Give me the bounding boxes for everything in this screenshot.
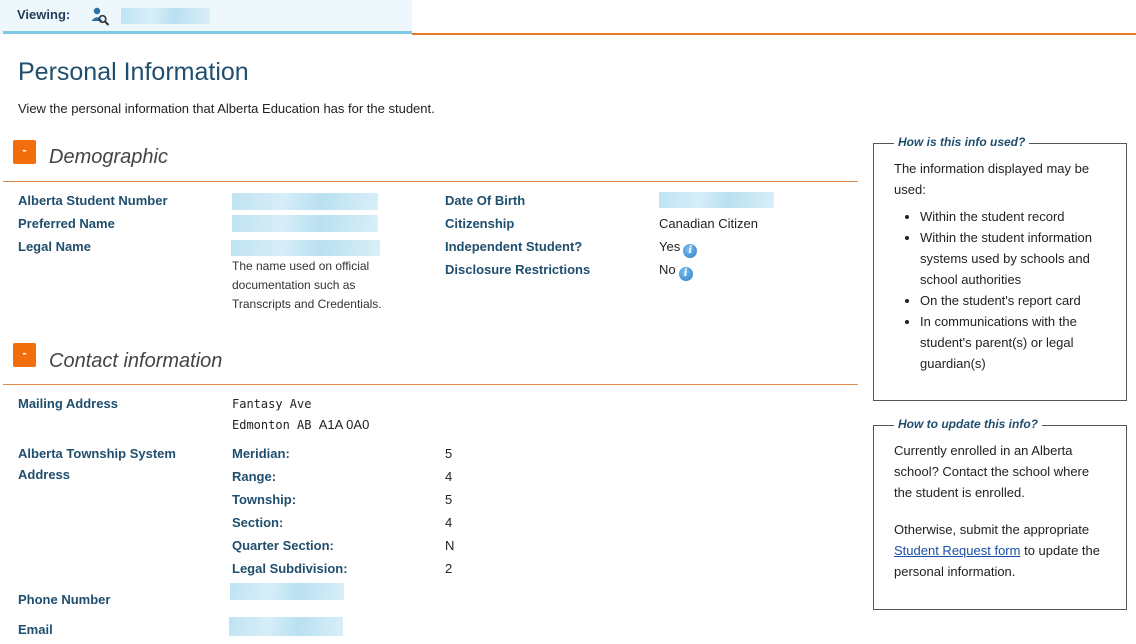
phone-number-value-redacted [230,583,344,600]
independent-student-value: Yes [659,239,681,254]
preferred-name-label: Preferred Name [18,216,115,231]
ats-address-label-line1: Alberta Township System [18,446,176,461]
contact-divider [3,384,858,385]
ats-section-label: Section: [232,515,284,530]
info-usage-intro: The information displayed may be used: [894,161,1090,197]
email-value-redacted [229,617,343,636]
info-update-text-post: to update the personal information. [894,543,1100,579]
info-update-paragraph-1: Currently enrolled in an Alberta school? Contact the school where the student is enrolled. [894,443,1090,500]
ats-meridian-value: 5 [445,446,453,461]
disclosure-restrictions-label: Disclosure Restrictions [445,262,591,277]
student-request-form-link[interactable]: Student Request form [894,543,1021,558]
info-update-paragraph-2 [894,519,1108,582]
ats-range-label: Range: [232,469,277,484]
user-search-icon[interactable] [90,6,110,26]
contact-collapse-button[interactable]: - [13,343,36,367]
independent-student-row [659,239,697,258]
ats-section-value: 4 [445,515,453,530]
page-description: View the personal information that Alberta Education has for the student. [18,101,435,116]
list-item: • Within the student information systems used by schools and school authorities [920,227,1108,290]
info-icon[interactable]: i [679,267,693,281]
ats-range-value: 4 [445,469,453,484]
header-divider [412,33,1136,35]
asn-value-redacted [232,193,378,210]
list-item: • In communications with the student's parent(s) or legal guardian(s) [920,311,1108,374]
info-icon[interactable]: i [683,244,697,258]
mailing-address-line-2 [232,417,369,432]
citizenship-label: Citizenship [445,216,515,231]
legal-name-value-redacted [231,240,380,256]
demographic-collapse-button[interactable]: - [13,140,36,164]
list-item: • On the student's report card [920,290,1108,311]
ats-quarter-section-label: Quarter Section: [232,538,334,553]
viewing-bar-underline [3,31,412,34]
demographic-divider [3,181,858,182]
legal-name-label: Legal Name [18,239,91,254]
disclosure-restrictions-row [659,262,693,281]
info-usage-panel [873,135,1127,401]
email-label: Email [18,622,53,637]
mailing-city-province: Edmonton AB [232,418,312,432]
ats-meridian-label: Meridian: [232,446,290,461]
dob-value-redacted [659,192,774,208]
ats-quarter-section-value: N [445,538,455,553]
info-update-title: How to update this info? [894,417,1042,431]
asn-label: Alberta Student Number [18,193,168,208]
ats-township-value: 5 [445,492,453,507]
legal-name-note: The name used on official documentation such as Transcripts and Credentials. [232,259,382,311]
info-usage-list [894,206,1108,374]
demographic-heading: Demographic [49,146,168,168]
dob-label: Date Of Birth [445,193,526,208]
ats-address-label-line2: Address [18,467,71,482]
mailing-address-label: Mailing Address [18,396,118,411]
citizenship-value: Canadian Citizen [659,216,759,231]
phone-number-label: Phone Number [18,592,111,607]
independent-student-label: Independent Student? [445,239,583,254]
info-usage-title: How is this info used? [894,135,1029,149]
preferred-name-value-redacted [232,215,378,232]
viewing-label: Viewing: [17,7,71,22]
mailing-address-line-1: Fantasy Ave [232,397,312,411]
mailing-postal-code: A1A 0A0 [318,417,370,432]
viewing-student-redacted [121,8,210,24]
ats-township-label: Township: [232,492,297,507]
info-update-panel [873,417,1127,610]
page-title: Personal Information [18,58,249,86]
disclosure-restrictions-value: No [659,262,676,277]
ats-legal-subdivision-value: 2 [445,561,453,576]
info-update-text-pre: Otherwise, submit the appropriate [894,522,1090,537]
ats-legal-subdivision-label: Legal Subdivision: [232,561,348,576]
contact-heading: Contact information [49,350,223,372]
list-item: • Within the student record [920,206,1108,227]
